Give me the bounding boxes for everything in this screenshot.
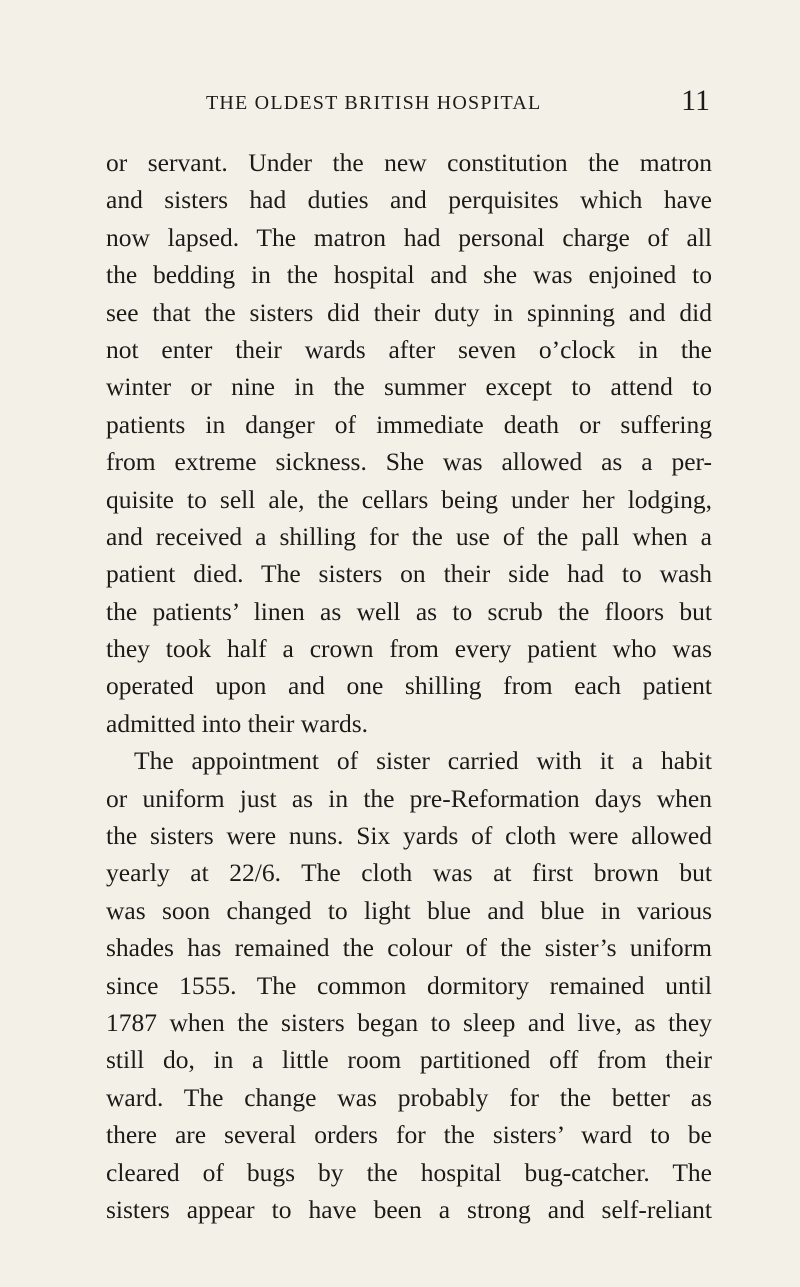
text-line: shades has remained the colour of the sister’s uniform [106, 933, 712, 963]
text-line: and received a shilling for the use of the pall when a [106, 521, 712, 551]
text-line: now lapsed. The matron had personal charge of all [106, 222, 712, 252]
running-title: THE OLDEST BRITISH HOSPITAL [206, 92, 542, 114]
text-line: there are several orders for the sisters’ ward to be [106, 1120, 712, 1150]
text-line: the bedding in the hospital and she was enjoined to [106, 260, 712, 290]
text-line: and sisters had duties and perquisites which have [106, 185, 712, 215]
text-line: or servant. Under the new constitution the matron [106, 148, 712, 177]
page-number: 11 [681, 84, 710, 117]
text-line: winter or nine in the summer except to attend to [106, 372, 712, 402]
text-line: see that the sisters did their duty in spinning and did [106, 297, 712, 327]
text-line: still do, in a little room partitioned off from their [106, 1045, 712, 1075]
body-text [106, 144, 712, 1228]
text-line: The appointment of sister carried with it a habit [134, 746, 712, 776]
text-line: they took half a crown from every patient who was [106, 634, 712, 664]
text-line: from extreme sickness. She was allowed as a per- [106, 447, 712, 477]
text-line: cleared of bugs by the hospital bug-catcher. The [106, 1157, 712, 1187]
text-line: since 1555. The common dormitory remained until [106, 970, 712, 1000]
text-line: yearly at 22/6. The cloth was at first brown but [106, 858, 712, 888]
text-line: the patients’ linen as well as to scrub the floors but [106, 596, 712, 626]
text-line: admitted into their wards. [106, 708, 369, 738]
text-line: operated upon and one shilling from each patient [106, 671, 712, 701]
text-line: or uniform just as in the pre-Reformation days when [106, 783, 712, 813]
text-line: patients in danger of immediate death or suffering [106, 409, 712, 439]
text-line: sisters appear to have been a strong and self-reliant [106, 1194, 712, 1224]
text-line: quisite to sell ale, the cellars being under her lodging, [106, 484, 712, 514]
text-line: 1787 when the sisters began to sleep and live, as they [106, 1007, 712, 1037]
text-line: was soon changed to light blue and blue in various [106, 895, 712, 925]
text-line: ward. The change was probably for the better as [106, 1082, 712, 1112]
text-line: the sisters were nuns. Six yards of cloth were allowed [106, 821, 712, 851]
running-head [106, 86, 710, 126]
text-line: not enter their wards after seven o’clock in the [106, 334, 712, 364]
text-line: patient died. The sisters on their side had to wash [106, 559, 712, 589]
